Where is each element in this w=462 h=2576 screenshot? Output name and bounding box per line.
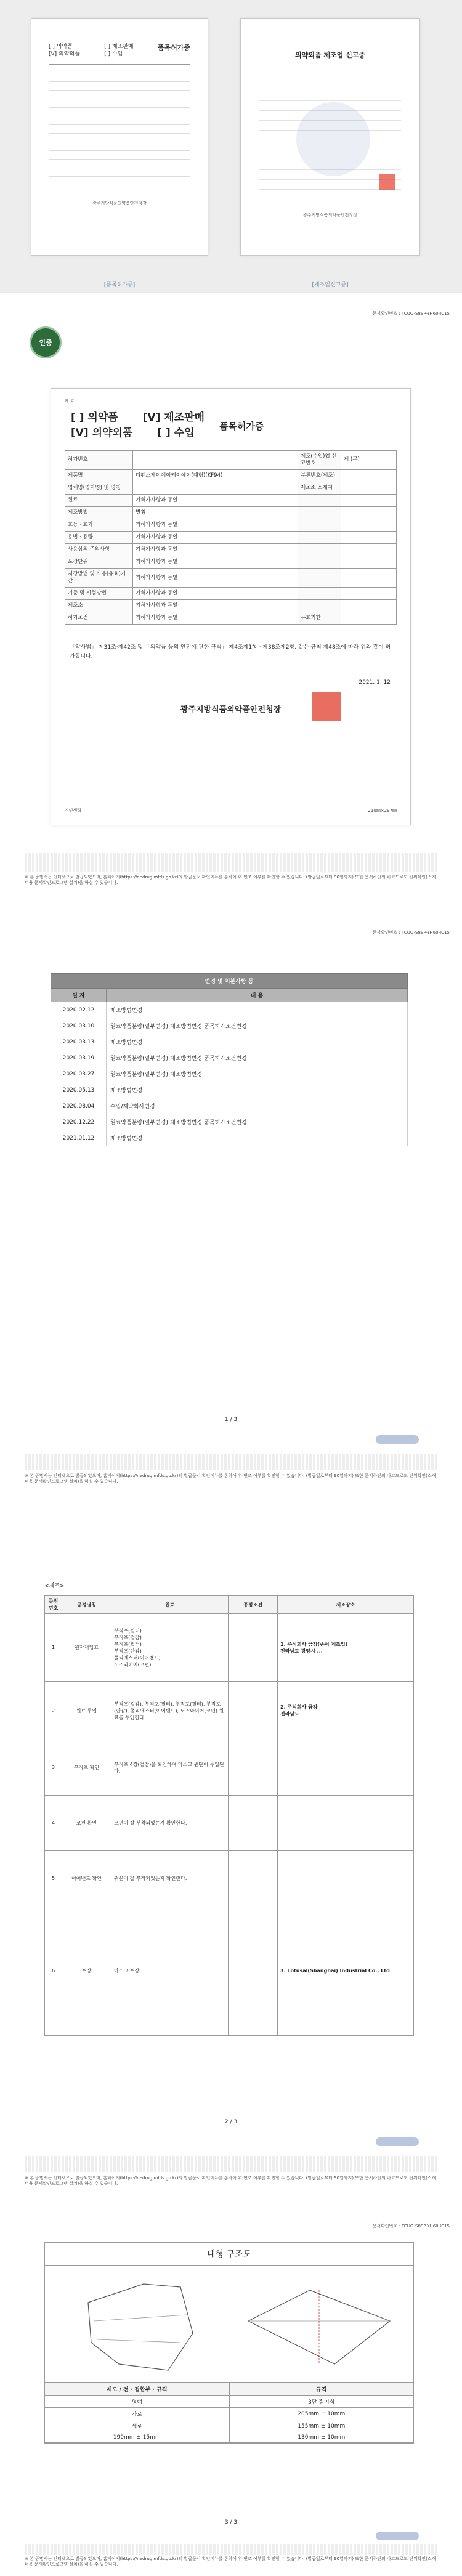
change-row (51, 1034, 408, 1050)
change-row (51, 1066, 408, 1082)
manufacturer-thumb-footer: 광주지방식품의약품안전청장 (303, 213, 357, 217)
permit-thumb-table (49, 64, 190, 187)
process-name: 코편 확인 (62, 1796, 111, 1851)
permit-thumb-line-1: [ ] 의약품 (49, 44, 73, 50)
structure-row (45, 2408, 413, 2420)
agency-logo-3 (376, 2532, 419, 2540)
permit-row-value: 기허가사항과 동일 (133, 612, 298, 625)
permit-row-extra-value: 제 (구) (341, 450, 397, 469)
process-head-material: 원료 (111, 1596, 229, 1614)
process-place (278, 1740, 414, 1796)
permit-row-value: 기허가사항과 동일 (133, 556, 298, 569)
changes-panel (51, 973, 408, 1146)
permit-row (65, 450, 397, 469)
structure-panel (44, 2242, 414, 2444)
permit-row-extra-label (298, 519, 341, 532)
process-cond (229, 1906, 278, 2036)
permit-row-extra-value (341, 532, 397, 544)
permit-thumb-heading: 품목허가증 (157, 44, 190, 52)
change-content: 제조방법변경 (107, 1034, 408, 1050)
structure-row (45, 2420, 413, 2432)
process-table (44, 1595, 414, 2036)
change-date: 2020.03.10 (51, 1018, 107, 1034)
permit-row-extra-value (341, 506, 397, 519)
structure-row-value: 3단 접이식 (229, 2396, 413, 2408)
permit-title: 품목허가증 (219, 420, 264, 432)
change-date: 2020.03.27 (51, 1066, 107, 1082)
permit-row-extra-value (341, 469, 397, 482)
official-seal (312, 692, 341, 721)
structure-row-label: 형태 (45, 2396, 229, 2408)
change-content: 제조방법변경 (107, 1002, 408, 1018)
process-no: 5 (45, 1851, 62, 1906)
permit-row-extra-value (341, 494, 397, 506)
permit-row (65, 544, 397, 556)
process-material: 코편이 잘 부착되었는지 확인한다. (111, 1796, 229, 1851)
emblem-watermark (296, 102, 370, 176)
permit-row-label: 업체명(업자명) 및 명칭 (65, 482, 133, 494)
process-cond (229, 1851, 278, 1906)
process-place (278, 1796, 414, 1851)
check-import: [ ] 수입 (157, 427, 195, 440)
change-content: 제조방법변경 (107, 1130, 408, 1146)
form-number: 제 호 (65, 399, 75, 403)
permit-row-value: 기허가사항과 동일 (133, 588, 298, 600)
permit-footer-left: 직인생략 (65, 808, 82, 814)
change-row (51, 1098, 408, 1114)
permit-row-value: 기허가사항과 동일 (133, 569, 298, 588)
page-number-1: 1 / 3 (224, 1417, 238, 1423)
permit-issuer (65, 703, 397, 715)
structure-title: 대형 구조도 (45, 2243, 413, 2266)
permit-row (65, 532, 397, 544)
permit-row-value: 기허가사항과 동일 (133, 494, 298, 506)
process-head-name: 공정명칭 (62, 1596, 111, 1614)
process-head-place: 제조장소 (278, 1596, 414, 1614)
permit-row-value: 별첨 (133, 506, 298, 519)
permit-row-extra-value (341, 569, 397, 588)
process-material: 마스크 포장. (111, 1906, 229, 2036)
permit-row (65, 494, 397, 506)
permit-row-extra-value (341, 600, 397, 612)
permit-row-extra-label (298, 556, 341, 569)
process-no: 4 (45, 1796, 62, 1851)
permit-date: 2021. 1. 12 (359, 679, 391, 686)
process-cond (229, 1796, 278, 1851)
barcode-strip-3 (25, 2156, 437, 2172)
structure-head-2: 규격 (229, 2383, 413, 2396)
disclaimer-4: ※ 본 증명서는 인터넷으로 발급되었으며, 홈페이지(https://nedrug.mfds.go.kr)의 발급문서 확인메뉴를 통하여 위·변조 여부를 확인할 수 있습니다. (발급일로부터 90일까지) 또한 문서하단의 바코드로도 진위확인(스캐너용 문서확인프로그램 설치)을 하실 수 있습니다. (25, 2556, 436, 2567)
barcode-strip-4 (25, 2544, 437, 2555)
changes-table (51, 973, 408, 1146)
change-row (51, 1130, 408, 1146)
permit-table (65, 450, 397, 625)
structure-table (45, 2383, 413, 2443)
permit-row-extra-value (341, 544, 397, 556)
change-content: 제조방법변경 (107, 1082, 408, 1098)
change-date: 2020.03.13 (51, 1034, 107, 1050)
permit-row-extra-label (298, 544, 341, 556)
permit-row-label: 저장방법 및 사용(유효)기간 (65, 569, 133, 588)
certification-badge (30, 326, 62, 358)
process-row (45, 1906, 414, 2036)
permit-row-value (133, 482, 298, 494)
process-material: 귀끈이 잘 부착되었는지 확인한다. (111, 1851, 229, 1906)
permit-row-label: 용법 · 용량 (65, 532, 133, 544)
change-content: 원료약품분량(일부변경)|제조방법변경|품목허가조건변경 (107, 1018, 408, 1034)
permit-row-extra-label (298, 588, 341, 600)
permit-row-extra-label: 제조소 소재지 (298, 482, 341, 494)
agency-logo-1 (376, 1435, 419, 1444)
mask-fold-lines (94, 2315, 187, 2343)
process-row (45, 1614, 414, 1682)
change-date: 2020.12.22 (51, 1114, 107, 1130)
permit-caption: [품목허가증] (103, 282, 136, 288)
permit-row-label: 제조방법 (65, 506, 133, 519)
doc-number-3: 문서확인번호 : TCUO-S8SP-YH60-IC15 (372, 2224, 450, 2229)
process-no: 3 (45, 1740, 62, 1796)
change-row (51, 1082, 408, 1098)
permit-row-label: 기준 및 시험방법 (65, 588, 133, 600)
mask-front-outline (88, 2284, 193, 2370)
permit-row-extra-label (298, 506, 341, 519)
change-date: 2020.03.19 (51, 1050, 107, 1066)
structure-row-label: 세로 (45, 2420, 229, 2432)
process-head-cond: 공정조건 (229, 1596, 278, 1614)
permit-row-label: 허가조건 (65, 612, 133, 625)
structure-row (45, 2396, 413, 2408)
permit-row-label: 원료 (65, 494, 133, 506)
barcode-strip-2 (25, 1454, 437, 1470)
permit-row (65, 588, 397, 600)
permit-row-extra-label: 제조(수입)업 신고번호 (298, 450, 341, 469)
permit-row-extra-label: 분류번호(제조) (298, 469, 341, 482)
process-material: 부직포(겉감), 부직포(필터), 부직포(필터), 부직포(안감), 폴리에스터(이어밴드), 노즈와이어(코편) 원료를 투입한다. (111, 1682, 229, 1740)
process-place: 2. 주식회사 금강 전라남도 (278, 1682, 414, 1740)
process-name: 포장 (62, 1906, 111, 2036)
permit-thumb-line-3: [ ] 제조판매 (104, 44, 134, 50)
permit-row-extra-value (341, 482, 397, 494)
badge-label: 인증 (39, 339, 52, 347)
process-place: 3. Lotusal(Shanghai) Industrial Co., Ltd (278, 1906, 414, 2036)
permit-row-extra-value (341, 588, 397, 600)
process-cond (229, 1614, 278, 1682)
permit-row-value: 기허가사항과 동일 (133, 519, 298, 532)
permit-row-value (133, 450, 298, 469)
change-date: 2020.08.04 (51, 1098, 107, 1114)
structure-drawing (45, 2266, 413, 2383)
structure-head-1: 제도 / 전 · 접합부 · 규격 (45, 2383, 229, 2396)
permit-row-extra-label (298, 532, 341, 544)
permit-row (65, 612, 397, 625)
permit-row (65, 569, 397, 588)
permit-doc-thumbnail (31, 18, 208, 256)
mask-diagram (45, 2266, 415, 2383)
permit-row-extra-label (298, 569, 341, 588)
manufacturer-doc-thumbnail (240, 18, 420, 256)
change-content: 원료약품분량(일부변경)|제조방법변경 (107, 1066, 408, 1082)
structure-dim-2: 130mm ± 10mm (229, 2432, 413, 2443)
permit-thumb-footer: 광주지방식품의약품안전청장 (92, 201, 147, 206)
manufacturer-caption: [제조업신고증] (312, 282, 349, 288)
process-row (45, 1796, 414, 1851)
permit-document (51, 388, 411, 825)
process-material: 부직포 4장(겉감)을 확인하여 마스크 원단이 투입된다. (111, 1740, 229, 1796)
permit-row-label: 허가번호 (65, 450, 133, 469)
permit-row-extra-label: 유효기한 (298, 612, 341, 625)
permit-thumb-line-4: [ ] 수입 (104, 51, 123, 57)
process-material: 부직포(필터) 부직포(겉감) 부직포(필터) 부직포(안감) 폴리에스터(이어밴드) 노즈와이어(코편) (111, 1614, 229, 1682)
barcode-strip-1 (25, 853, 437, 872)
permit-row (65, 506, 397, 519)
permit-row-value: 기허가사항과 동일 (133, 532, 298, 544)
red-seal (379, 174, 395, 190)
process-no: 1 (45, 1614, 62, 1682)
permit-row-extra-value (341, 556, 397, 569)
process-place: 1. 주식회사 금강(종이 제조업) 전라남도 광양시 ... (278, 1614, 414, 1682)
permit-row-value: 디펜스제이에이케이에이(대형)(KF94) (133, 469, 298, 482)
process-no: 6 (45, 1906, 62, 2036)
permit-row-label: 사용상의 주의사항 (65, 544, 133, 556)
page-number-3: 3 / 3 (224, 2519, 238, 2525)
manufacturer-thumb-title: 의약외품 제조업 신고증 (295, 51, 365, 59)
process-row (45, 1740, 414, 1796)
change-row (51, 1002, 408, 1018)
agency-logo-2 (376, 2137, 419, 2146)
structure-row-value: 155mm ± 10mm (229, 2420, 413, 2432)
doc-number-1: 문서확인번호 : TCUO-S8SP-YH60-IC15 (372, 311, 450, 316)
doc-number-2: 문서확인번호 : TCUO-S8SP-YH60-IC15 (372, 930, 450, 935)
process-name: 이어밴드 확인 (62, 1851, 111, 1906)
check-pharma: [ ] 의약품 (71, 411, 118, 424)
process-cond (229, 1740, 278, 1796)
page-number-2: 2 / 3 (224, 2119, 238, 2125)
process-cond (229, 1682, 278, 1740)
process-label: <제조> (44, 1583, 65, 1589)
changes-title: 변경 및 처분사항 등 (51, 974, 408, 989)
permit-statement: 「약사법」 제31조·제42조 및 「의약품 등의 안전에 관한 규칙」 제4조제1항 · 제38조제2항, 같은 규칙 제48조에 따라 위와 같이 허가합니다. (70, 644, 391, 660)
permit-row-extra-value (341, 612, 397, 625)
process-row (45, 1682, 414, 1740)
structure-row-label: 가로 (45, 2408, 229, 2420)
process-name: 원자재입고 (62, 1614, 111, 1682)
process-name: 원료 투입 (62, 1682, 111, 1740)
check-mfg-sale: [V] 제조판매 (142, 411, 205, 424)
change-date: 2020.02.12 (51, 1002, 107, 1018)
disclaimer-1: ※ 본 증명서는 인터넷으로 발급되었으며, 홈페이지(https://nedrug.mfds.go.kr)의 발급문서 확인메뉴를 통하여 위·변조 여부를 확인할 수 있습니다. (발급일로부터 90일까지) 또한 문서하단의 바코드로도 진위확인(스캐너용 문서확인프로그램 설치)을 하실 수 있습니다. (25, 875, 436, 885)
permit-footer-right: 210㎜×297㎜ (368, 808, 397, 814)
disclaimer-3: ※ 본 증명서는 인터넷으로 발급되었으며, 홈페이지(https://nedrug.mfds.go.kr)의 발급문서 확인메뉴를 통하여 위·변조 여부를 확인할 수 있습니다. (발급일로부터 90일까지) 또한 문서하단의 바코드로도 진위확인(스캐너용 문서확인프로그램 설치)을 하실 수 있습니다. (25, 2176, 436, 2186)
structure-row-value: 205mm ± 10mm (229, 2408, 413, 2420)
permit-row (65, 519, 397, 532)
permit-row-label: 제조소 (65, 600, 133, 612)
permit-row-extra-label (298, 494, 341, 506)
process-row (45, 1851, 414, 1906)
process-place (278, 1851, 414, 1906)
process-head-no: 공정 번호 (45, 1596, 62, 1614)
permit-row (65, 469, 397, 482)
manufacturer-thumb-body (259, 71, 401, 194)
changes-head-content: 내 용 (107, 989, 408, 1002)
change-date: 2021.01.12 (51, 1130, 107, 1146)
permit-row (65, 600, 397, 612)
change-content: 원료약품분량(일부변경)|제조방법변경|품목허가조건변경 (107, 1114, 408, 1130)
structure-dim-1: 190mm ± 15mm (45, 2432, 229, 2443)
permit-row-value: 기허가사항과 동일 (133, 544, 298, 556)
change-row (51, 1114, 408, 1130)
permit-thumb-line-2: [V] 의약외품 (49, 51, 80, 57)
process-name: 부직포 확인 (62, 1740, 111, 1796)
change-content: 원료약품분량(일부변경)|제조방법변경|품목허가조건변경 (107, 1050, 408, 1066)
permit-row-label: 포장단위 (65, 556, 133, 569)
check-quasi-drug: [V] 의약외품 (71, 427, 133, 440)
change-content: 수입/제약회사변경 (107, 1098, 408, 1114)
process-panel (44, 1595, 414, 2036)
process-no: 2 (45, 1682, 62, 1740)
change-date: 2020.05.13 (51, 1082, 107, 1098)
permit-issuer-text: 광주지방식품의약품안전청장 (180, 705, 282, 715)
permit-row-label: 효능 · 효과 (65, 519, 133, 532)
permit-row-extra-label (298, 600, 341, 612)
change-row (51, 1018, 408, 1034)
permit-row (65, 556, 397, 569)
changes-head-date: 일 자 (51, 989, 107, 1002)
disclaimer-2: ※ 본 증명서는 인터넷으로 발급되었으며, 홈페이지(https://nedrug.mfds.go.kr)의 발급문서 확인메뉴를 통하여 위·변조 여부를 확인할 수 있습니다. (발급일로부터 90일까지) 또한 문서하단의 바코드로도 진위확인(스캐너용 문서확인프로그램 설치)을 하실 수 있습니다. (25, 1473, 436, 1484)
permit-row-label: 제품명 (65, 469, 133, 482)
permit-row (65, 482, 397, 494)
permit-row-value: 기허가사항과 동일 (133, 600, 298, 612)
change-row (51, 1050, 408, 1066)
permit-row-extra-value (341, 519, 397, 532)
